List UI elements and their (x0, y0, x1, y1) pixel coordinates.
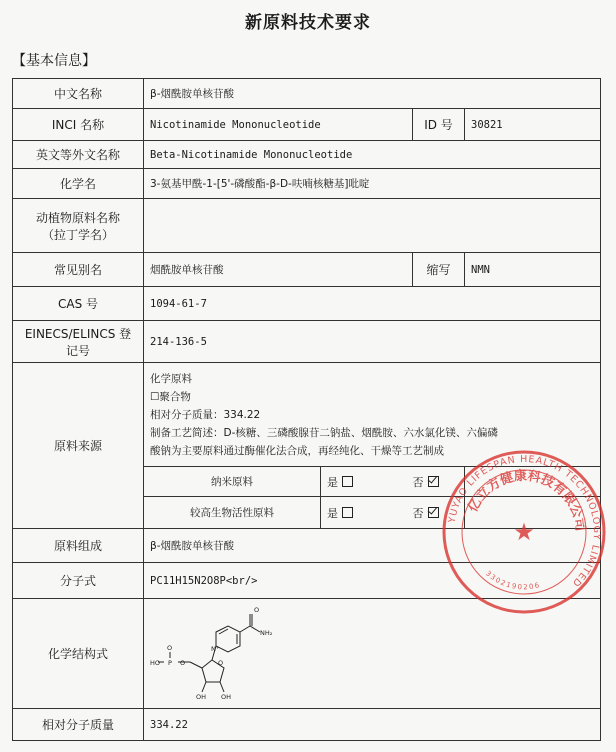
mw-value: 334.22 (144, 709, 601, 741)
nano-yes (321, 467, 465, 497)
nmn-structure-diagram (150, 602, 280, 706)
english-name-value: Beta-Nicotinamide Mononucleotide (144, 141, 601, 169)
chemical-name-value: 3-氨基甲酰-1-[5'-磷酸酯-β-D-呋喃核糖基]吡啶 (144, 169, 601, 199)
row-chemical-name (13, 169, 601, 199)
pyridine-ring (216, 626, 240, 652)
chemical-name-label: 化学名 (13, 169, 144, 199)
bioactive-no-label: 否 (412, 506, 424, 520)
nano-yes-checkbox (342, 476, 353, 487)
bioactive-no-checkbox (428, 507, 439, 518)
abbr-label: 缩写 (413, 253, 465, 287)
phosphorus-atom: P (168, 658, 172, 667)
row-common-name (13, 253, 601, 287)
einecs-value: 214-136-5 (144, 321, 601, 363)
formula-label: 分子式 (13, 563, 144, 599)
cas-label: CAS 号 (13, 287, 144, 321)
english-name-label: 英文等外文名称 (13, 141, 144, 169)
id-value: 30821 (465, 109, 601, 141)
structure-label: 化学结构式 (13, 599, 144, 709)
structure-cell (144, 599, 601, 709)
nano-label: 纳米原料 (144, 467, 321, 497)
row-formula (13, 563, 601, 599)
source-line: 酸钠为主要原料通过酶催化法合成，再经纯化、干燥等工艺制成 (150, 444, 444, 457)
einecs-label (13, 321, 144, 363)
einecs-label-line1: EINECS/ELINCS 登 (24, 326, 132, 341)
nano-blank (465, 467, 601, 497)
inci-value: Nicotinamide Mononucleotide (144, 109, 413, 141)
nano-no-label: 否 (412, 475, 424, 489)
ester-oxygen: O (180, 658, 186, 667)
hydroxyl-left: OH (196, 692, 207, 701)
source-line: 相对分子质量：334.22 (150, 408, 261, 421)
bioactive-label: 较高生物活性原料 (144, 497, 321, 529)
seal-star-icon: ★ (513, 518, 535, 546)
bioactive-yes (321, 497, 465, 529)
composition-label: 原料组成 (13, 529, 144, 563)
common-name-label: 常见别名 (13, 253, 144, 287)
row-composition (13, 529, 601, 563)
bioactive-yes-checkbox (342, 507, 353, 518)
row-latin-name (13, 199, 601, 253)
ring-oxygen: O (218, 658, 224, 667)
source-line: 制备工艺简述：D-核糖、三磷酸腺苷二钠盐、烟酰胺、六水氯化镁、六偏磷 (150, 426, 498, 439)
inci-label: INCI 名称 (13, 109, 144, 141)
cas-value: 1094-61-7 (144, 287, 601, 321)
composition-value: β-烟酰胺单核苷酸 (144, 529, 601, 563)
row-einecs (13, 321, 601, 363)
common-name-value: 烟酰胺单核苷酸 (144, 253, 413, 287)
row-inci (13, 109, 601, 141)
row-chinese-name (13, 79, 601, 109)
phosphate-oxygen: O (167, 643, 173, 652)
id-label: ID 号 (413, 109, 465, 141)
formula-value: PC11H15N2O8P<br/> (144, 563, 601, 599)
row-mw (13, 709, 601, 741)
section-title: 【基本信息】 (12, 53, 96, 69)
hydroxyl-right: OH (221, 692, 232, 701)
seal-number: 3302190206 (484, 569, 542, 592)
seal-chinese-text: 亿立方健康科技有限公司 (465, 468, 588, 533)
oxygen-atom: O (254, 605, 260, 614)
chinese-name-label: 中文名称 (13, 79, 144, 109)
seal-english-text: YUYAO LIFESPAN HEALTH TECHNOLOGY LIMITED (446, 453, 603, 590)
einecs-label-line2: 记号 (65, 343, 90, 358)
nano-yes-label: 是 (327, 475, 338, 489)
abbr-value: NMN (465, 253, 601, 287)
nano-no-checkbox (428, 476, 439, 487)
nitrogen-atom: N⁺ (211, 644, 220, 653)
latin-name-value (144, 199, 601, 253)
bioactive-yes-label: 是 (327, 506, 338, 520)
document-title: 新原料技术要求 (245, 13, 371, 33)
phosphate-ho: HO (150, 658, 161, 667)
nh2-group: NH₂ (260, 628, 273, 637)
row-source (13, 363, 601, 467)
latin-name-label-line2: （拉丁学名） (41, 227, 114, 242)
source-text (144, 363, 601, 467)
source-line: ☐聚合物 (150, 390, 191, 403)
latin-name-label (13, 199, 144, 253)
row-english-name (13, 141, 601, 169)
bioactive-blank (465, 497, 601, 529)
latin-name-label-line1: 动植物原料名称 (35, 210, 120, 225)
source-label: 原料来源 (13, 363, 144, 529)
source-line: 化学原料 (150, 372, 192, 385)
mw-label: 相对分子质量 (13, 709, 144, 741)
spec-table (12, 78, 601, 741)
chinese-name-value: β-烟酰胺单核苷酸 (144, 79, 601, 109)
row-cas (13, 287, 601, 321)
row-structure (13, 599, 601, 709)
